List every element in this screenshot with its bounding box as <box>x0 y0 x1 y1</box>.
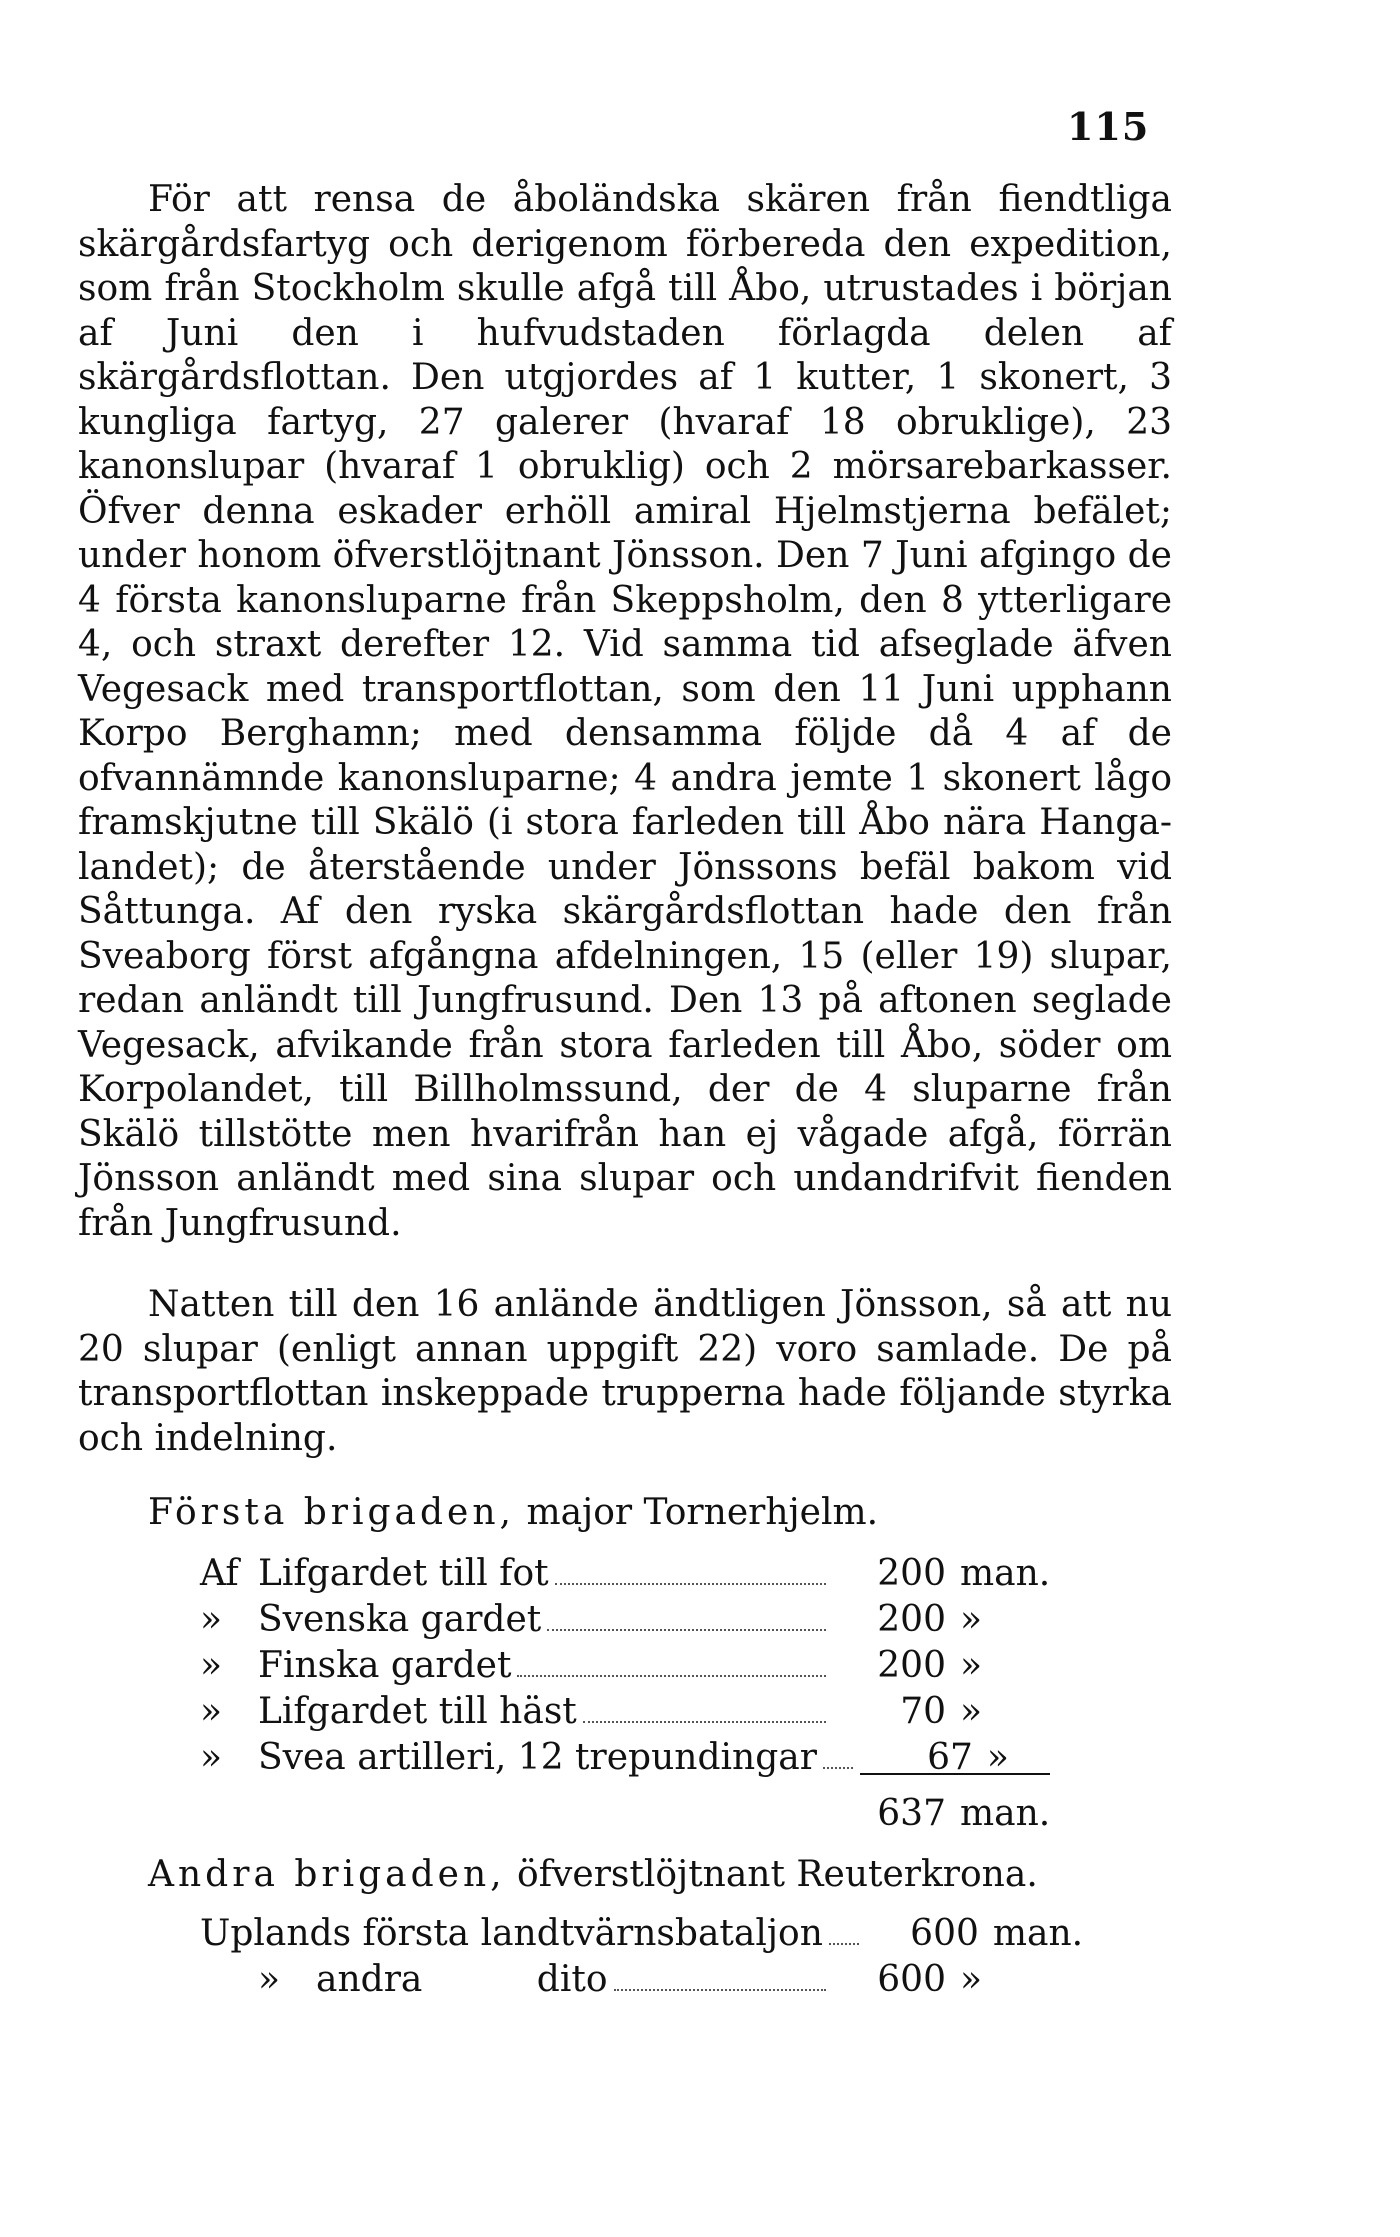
total-measure: man. <box>960 1793 1051 1834</box>
unit-count: 70 <box>900 1691 946 1732</box>
brigade-1-unit-list <box>200 1553 1080 1783</box>
unit-name: Lifgardet till fot <box>258 1553 549 1594</box>
unit-measure: man. <box>960 1553 1051 1594</box>
unit-prefix: » <box>200 1645 223 1686</box>
sum-rule <box>860 1773 1050 1775</box>
total-count: 637 <box>877 1793 946 1834</box>
body-paragraph-2 <box>78 1283 1172 1461</box>
unit-measure: » <box>960 1959 983 2000</box>
brigade-1-commander: major Tornerhjelm. <box>515 1492 879 1533</box>
unit-row <box>200 1959 1080 2005</box>
unit-name: Finska gardet <box>258 1645 512 1686</box>
dot-leader <box>829 1943 859 1945</box>
unit-count: 200 <box>877 1553 946 1594</box>
dot-leader <box>555 1583 826 1585</box>
unit-measure: man. <box>992 1913 1084 1954</box>
dot-leader <box>547 1629 826 1631</box>
unit-prefix: » <box>200 1737 223 1778</box>
unit-name: Svenska gardet <box>258 1599 542 1640</box>
paragraph-text: Natten till den 16 anlände ändtligen Jönsson, så att nu 20 slupar (enligt annan uppgift 22) voro samlade. De på transportflottan inskeppade trupperna hade följande styrka och indelning. <box>78 1284 1172 1459</box>
brigade-2-commander: öfverstlöjtnant Reuterkrona. <box>505 1854 1038 1895</box>
dot-leader <box>583 1721 826 1723</box>
unit-measure: » <box>960 1599 983 1640</box>
unit-name: Lifgardet till häst <box>258 1691 577 1732</box>
unit-row <box>200 1737 1080 1783</box>
unit-count: 600 <box>877 1959 946 2000</box>
unit-prefix: » <box>258 1959 281 2000</box>
page-number: 115 <box>1067 104 1150 149</box>
unit-count: 600 <box>910 1913 979 1954</box>
unit-measure: » <box>960 1691 983 1732</box>
unit-row <box>200 1599 1080 1645</box>
dot-leader <box>823 1767 853 1769</box>
brigade-1-total <box>200 1793 1080 1834</box>
unit-count: 200 <box>877 1645 946 1686</box>
unit-count: 200 <box>877 1599 946 1640</box>
unit-row <box>200 1645 1080 1691</box>
brigade-1-title: Första brigaden, <box>148 1492 515 1533</box>
unit-name: andra dito <box>316 1959 608 2000</box>
paragraph-text: För att rensa de åboländska skären från fiendtliga skärgårdsfartyg och derigenom förbereda den expedition, som från Stockholm skulle afgå till Åbo, utrustades i början af Juni den i hufvudstaden förlagda delen af skärgårdsflottan. Den utgjordes af 1 kutter, 1 skonert, 3 kungliga fartyg, 27 galerer (hvaraf 18 obruklige), 23 kanonslupar (hvaraf 1 obruklig) och 2 mörsarebarkasser. Öfver denna eskader erhöll amiral Hjelmstjerna befälet; under honom öfverstlöjtnant Jönsson. Den 7 Juni afgingo de 4 första kanonsluparne från Skeppsholm, den 8 ytterligare 4, och straxt derefter 12. Vid samma tid afseglade äfven Vegesack med transportflottan, som den 11 Juni upphann Korpo Berghamn; med densamma följde då 4 af de ofvannämnde kanonsluparne; 4 andra jemte 1 skonert lågo framskjutne till Skälö (i stora farleden till Åbo nära Hanga-landet); de återstående under Jönssons befäl bakom vid Såttunga. Af den ryska skärgårdsflottan hade den från Sveaborg först afgångna afdelningen, 15 (eller 19) slupar, redan anländt till Jungfrusund. Den 13 på aftonen seglade Vegesack, afvikande från stora farleden till Åbo, söder om Korpolandet, till Billholmssund, der de 4 sluparne från Skälö tillstötte men hvarifrån han ej vågade afgå, förrän Jönsson anländt med sina slupar och undandrifvit fienden från Jungfrusund. <box>78 179 1172 1244</box>
unit-row <box>200 1913 1084 1959</box>
unit-name: Svea artilleri, 12 trepundingar <box>258 1737 817 1778</box>
brigade-2-title: Andra brigaden, <box>148 1854 506 1895</box>
unit-prefix: » <box>200 1599 223 1640</box>
brigade-1-heading <box>148 1492 878 1533</box>
unit-prefix: Af <box>200 1553 239 1594</box>
unit-prefix: » <box>200 1691 223 1732</box>
brigade-2-heading <box>148 1854 1038 1895</box>
unit-name: Uplands första landtvärnsbataljon <box>200 1913 823 1954</box>
unit-row <box>200 1691 1080 1737</box>
unit-count: 67 <box>927 1737 973 1778</box>
unit-measure: » <box>986 1737 1009 1778</box>
dot-leader <box>614 1989 827 1991</box>
total-spacer <box>200 1793 836 1834</box>
body-paragraph-1 <box>78 178 1172 1246</box>
unit-measure: » <box>960 1645 983 1686</box>
dot-leader <box>517 1675 826 1677</box>
brigade-2-unit-list <box>200 1913 1084 2005</box>
unit-row <box>200 1553 1080 1599</box>
